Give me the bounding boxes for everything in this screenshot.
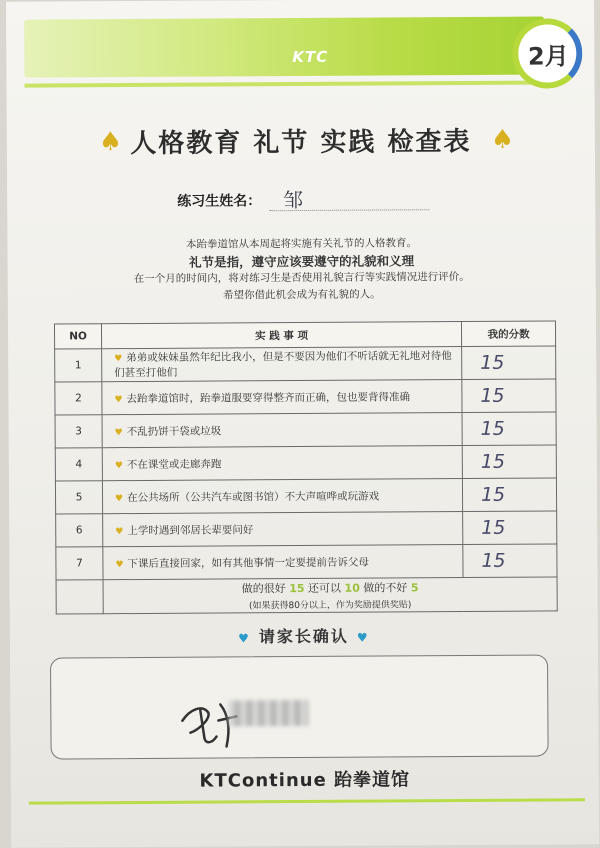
score-legend [103, 577, 557, 614]
spade-icon: ♠ [490, 124, 515, 155]
name-underline [269, 209, 429, 211]
heart-icon: ♥ [356, 630, 370, 645]
row-no: 6 [56, 514, 103, 547]
row-score: 15 [462, 379, 556, 413]
row-score: 15 [463, 544, 557, 578]
header-divider [25, 80, 555, 87]
good-label: 做的很好 [241, 582, 286, 596]
row-item [102, 380, 462, 415]
row-item-text: 弟弟或妹妹虽然年纪比我小，但是不要因为他们不听话就无礼地对待他们甚至打他们 [114, 350, 452, 380]
row-score: 15 [462, 445, 556, 479]
intro-text [7, 234, 595, 306]
table-row [55, 445, 556, 481]
heart-icon: ♥ [115, 559, 124, 570]
row-score: 15 [463, 511, 557, 545]
row-score: 15 [462, 346, 556, 380]
bad-value: 5 [410, 581, 419, 595]
row-item [102, 446, 462, 481]
row-no: 5 [55, 481, 102, 514]
ok-value: 10 [344, 581, 360, 595]
row-item [102, 479, 462, 514]
student-name-label: 练习生姓名： [177, 193, 262, 210]
footer-divider [29, 798, 585, 804]
intro-line: 希望你借此机会成为有礼貌的人。 [223, 288, 381, 302]
table-row [55, 478, 556, 514]
row-item-text: 去跆拳道馆时，跆拳道服要穿得整齐而正确，包也要背得准确 [126, 390, 411, 405]
row-item-text: 下课后直接回家，如有其他事情一定要提前告诉父母 [127, 556, 370, 570]
spade-icon: ♠ [98, 127, 123, 158]
header-banner [24, 17, 544, 78]
reward-note: (如果获得80分以上，作为奖励提供奖贴) [248, 600, 412, 612]
col-header-no: NO [54, 324, 101, 349]
good-value: 15 [289, 581, 305, 596]
col-header-item: 实 践 事 项 [101, 322, 461, 349]
row-no: 2 [55, 382, 102, 415]
summary-spacer [56, 580, 103, 614]
row-item [103, 512, 463, 547]
table-row [56, 544, 557, 580]
row-item [102, 347, 462, 382]
row-item-text: 上学时遇到邻居长辈要问好 [127, 523, 254, 537]
row-item-text: 在公共场所（公共汽车或图书馆）不大声喧哗或玩游戏 [127, 490, 380, 504]
intro-line: 在一个月的时间内，将对练习生是否使用礼貌言行等实践情况进行评价。 [133, 270, 470, 286]
confirm-label: 请家长确认 [258, 626, 349, 647]
redacted-signature [228, 700, 308, 726]
row-item [102, 413, 462, 448]
row-item-text: 不乱扔饼干袋或垃圾 [126, 424, 222, 438]
month-label: 2月 [527, 42, 569, 71]
col-header-score: 我的分数 [461, 321, 555, 347]
heart-icon: ♥ [114, 427, 123, 438]
parent-confirm-heading [10, 622, 598, 649]
heart-icon: ♥ [115, 526, 124, 537]
practice-table [54, 320, 558, 614]
heart-icon: ♥ [114, 354, 123, 365]
heart-icon: ♥ [114, 460, 123, 471]
row-score: 15 [462, 478, 556, 512]
ok-label: 还可以 [307, 581, 342, 595]
table-row [55, 412, 556, 448]
row-score: 15 [462, 412, 556, 446]
heart-icon: ♥ [238, 631, 251, 646]
table-header-row [54, 321, 555, 349]
row-item [103, 545, 463, 580]
table-row [55, 346, 556, 382]
row-no: 1 [55, 349, 102, 382]
intro-line: 本跆拳道馆从本周起将实施有关礼节的人格教育。 [185, 237, 418, 251]
intro-line: 礼节是指，遵守应该要遵守的礼貌和义理 [189, 253, 415, 270]
ktc-logo: KTC [292, 47, 329, 67]
checklist-sheet [6, 0, 599, 848]
row-no: 3 [55, 415, 102, 448]
row-item-text: 不在课堂或走廊奔跑 [126, 457, 222, 471]
heart-icon: ♥ [115, 493, 124, 504]
footer-brand: KTContinue 跆拳道馆 [199, 769, 411, 792]
summary-row [56, 577, 557, 614]
table-row [56, 511, 557, 547]
heart-icon: ♥ [114, 394, 123, 405]
table-row [55, 379, 556, 415]
page-title: 人格教育 礼节 实践 检查表 [130, 126, 472, 160]
student-name: 邹 [283, 187, 304, 213]
row-no: 7 [56, 547, 103, 580]
row-no: 4 [55, 448, 102, 481]
bad-label: 做的不好 [363, 581, 408, 595]
